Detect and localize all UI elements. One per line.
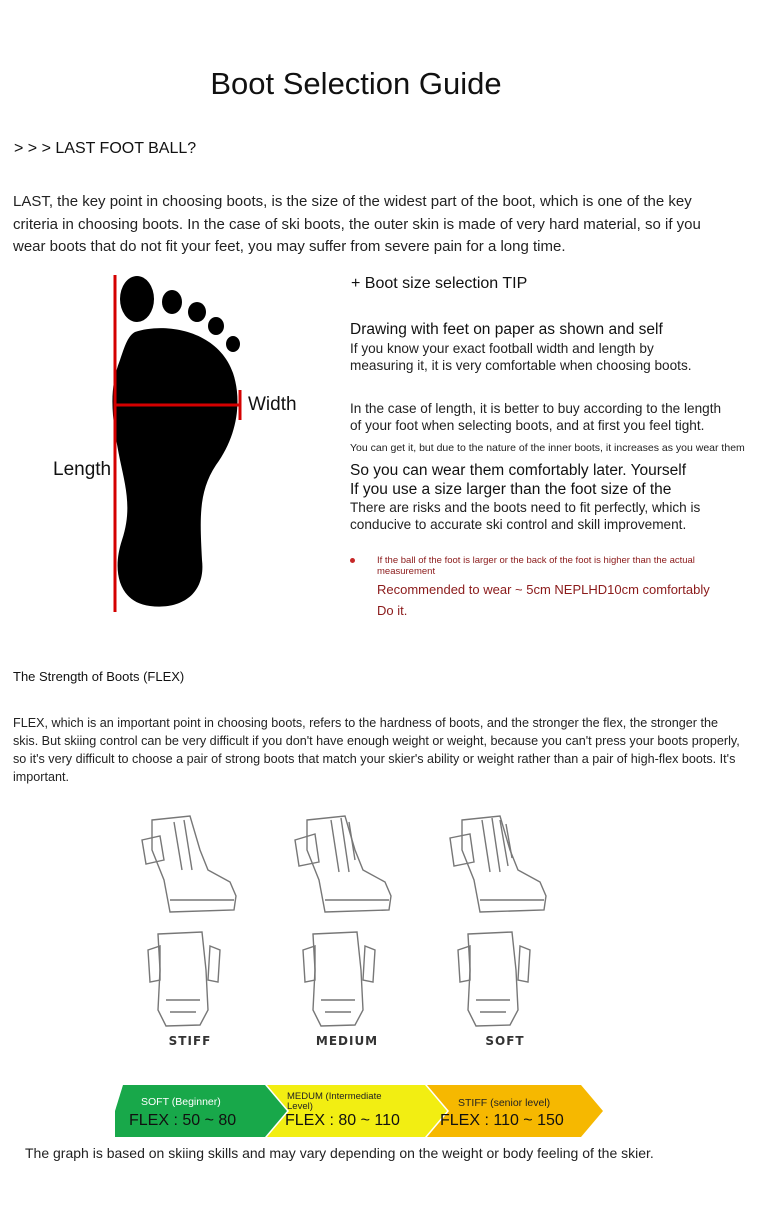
width-label: Width	[248, 394, 297, 415]
note-bullet-icon	[350, 558, 355, 563]
flex-stiff-label: STIFF (senior level)	[458, 1097, 551, 1109]
tip-line: There are risks and the boots need to fit perfectly, which is	[350, 500, 701, 515]
tip-line: Drawing with feet on paper as shown and self	[350, 321, 663, 338]
tip-heading: + Boot size selection TIP	[351, 275, 528, 292]
length-label: Length	[53, 459, 112, 480]
flex-stiff-range: FLEX : 110 ~ 150	[440, 1112, 564, 1129]
last-section-intro: LAST, the key point in choosing boots, is the size of the widest part of the boot, which is one of the key criteria in choosing boots. In the case of ski boots, the outer skin is made of very hard material, so if you wear boots that do not fit your feet, you may suffer from severe pain for a long time.	[13, 193, 701, 255]
tip-line: If you use a size larger than the foot size of the	[350, 481, 672, 498]
boot-sketches	[130, 810, 580, 1060]
stiff-boot-side-icon	[142, 816, 236, 912]
tip-note-small: If the ball of the foot is larger or the back of the foot is higher than the actual measurement	[377, 555, 695, 577]
tip-line: conducive to accurate ski control and skill improvement.	[350, 517, 687, 532]
tip-line: of your foot when selecting boots, and at first you feel tight.	[350, 418, 705, 433]
flex-paragraph: FLEX, which is an important point in choosing boots, refers to the hardness of boots, and the stronger the flex, the stronger the skis. But skiing control can be very difficult if you don't have enough weight or weight, because you can't press your boots properly, so it's very difficult to choose a pair of strong boots that match your skier's ability or weight rather than a pair of high-flex boots. It's important.	[13, 716, 740, 784]
tip-line: measuring it, it is very comfortable when choosing boots.	[350, 358, 692, 373]
flex-medium-label: MEDUM (Intermediate Level)	[287, 1091, 382, 1112]
soft-boot-side-icon	[450, 816, 546, 912]
boot-label-soft: SOFT	[485, 1034, 525, 1048]
boot-label-stiff: STIFF	[168, 1034, 212, 1048]
tip-note-line2: Do it.	[377, 603, 408, 618]
tip-line: In the case of length, it is better to buy according to the length	[350, 401, 722, 416]
foot-icon	[112, 276, 240, 607]
tip-note-line1: Recommended to wear ~ 5cm NEPLHD10cm comfortably	[377, 582, 710, 597]
flex-medium-range: FLEX : 80 ~ 110	[285, 1112, 400, 1129]
boot-label-medium: MEDIUM	[315, 1034, 379, 1048]
tip-line: So you can wear them comfortably later. Yourself	[350, 462, 687, 479]
flex-soft-label: SOFT (Beginner)	[141, 1096, 221, 1108]
tip-line: You can get it, but due to the nature of the inner boots, it increases as you wear them	[350, 442, 745, 454]
foot-diagram	[40, 270, 340, 620]
flex-heading: The Strength of Boots (FLEX)	[13, 669, 185, 684]
last-section-heading: > > > LAST FOOT BALL?	[14, 140, 197, 157]
medium-boot-front-icon	[303, 932, 375, 1026]
page-title: Boot Selection Guide	[210, 66, 502, 101]
soft-boot-front-icon	[458, 932, 530, 1026]
flex-soft-range: FLEX : 50 ~ 80	[129, 1112, 237, 1129]
flex-caption: The graph is based on skiing skills and may vary depending on the weight or body feeling of the skier.	[25, 1145, 654, 1161]
stiff-boot-front-icon	[148, 932, 220, 1026]
medium-boot-side-icon	[295, 816, 391, 912]
tip-line: If you know your exact football width and length by	[350, 341, 654, 356]
